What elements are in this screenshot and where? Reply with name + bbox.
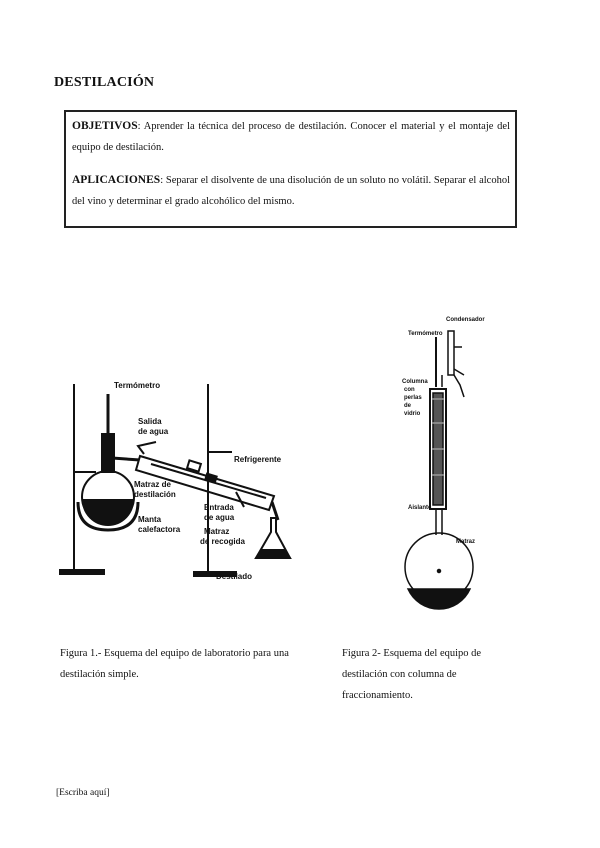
fig2-label-thermometer: Termómetro	[408, 331, 443, 337]
fig1-label-condenser: Refrigerente	[234, 455, 282, 464]
fig1-label-receiver-2: de recogida	[200, 537, 245, 546]
fig2-label-flask: Matraz	[456, 539, 476, 545]
figure-2-fractional-distillation	[396, 313, 496, 615]
fig1-label-thermometer: Termómetro	[114, 381, 161, 390]
fig1-label-water-out-2: de agua	[138, 427, 169, 436]
fig1-label-distillate: Destilado	[216, 572, 253, 581]
applications-text: : Separar el disolvente de una disolución de un soluto no volátil. Separar el alcohol del vino y determinar el grado alcohólico del mismo.	[72, 175, 510, 207]
fig1-label-flask-2: destilación	[134, 490, 176, 499]
fig2-label-column-4: de	[404, 403, 412, 409]
figure-1-simple-distillation	[56, 372, 302, 594]
fig1-label-water-in-1: Entrada	[204, 503, 234, 512]
fig2-label-column-1: Columna	[402, 379, 428, 385]
fig1-label-heater-2: calefactora	[138, 525, 181, 534]
fig1-label-receiver-1: Matraz	[204, 527, 230, 536]
applications-paragraph	[72, 170, 510, 212]
fig2-label-insulator: Aislante	[408, 505, 432, 511]
footer-placeholder[interactable]: [Escriba aquí]	[56, 788, 110, 798]
objectives-label: OBJETIVOS	[72, 120, 138, 132]
fig2-label-column-5: vidrio	[404, 411, 421, 417]
figure-1-caption: Figura 1.- Esquema del equipo de laboratorio para una destilación simple.	[60, 648, 289, 680]
objectives-text: : Aprender la técnica del proceso de destilación. Conocer el material y el montaje del equipo de destilación.	[72, 121, 510, 153]
fig1-label-water-in-2: de agua	[204, 513, 235, 522]
fig2-label-column-2: con	[404, 387, 415, 393]
fig2-label-condenser: Condensador	[446, 317, 485, 323]
objectives-box	[64, 110, 517, 228]
objectives-paragraph	[72, 116, 510, 158]
figure-2-caption: Figura 2- Esquema del equipo de destilación con columna de fraccionamiento.	[342, 648, 482, 701]
page-title: DESTILACIÓN	[54, 75, 155, 90]
fig1-label-water-out-1: Salida	[138, 417, 162, 426]
fig1-label-flask-1: Matraz de	[134, 480, 171, 489]
fig2-label-column-3: perlas	[404, 395, 422, 401]
fig1-label-heater-1: Manta	[138, 515, 162, 524]
applications-label: APLICACIONES	[72, 174, 161, 186]
left-stand-base	[60, 570, 104, 574]
fig2-condenser	[448, 331, 454, 375]
